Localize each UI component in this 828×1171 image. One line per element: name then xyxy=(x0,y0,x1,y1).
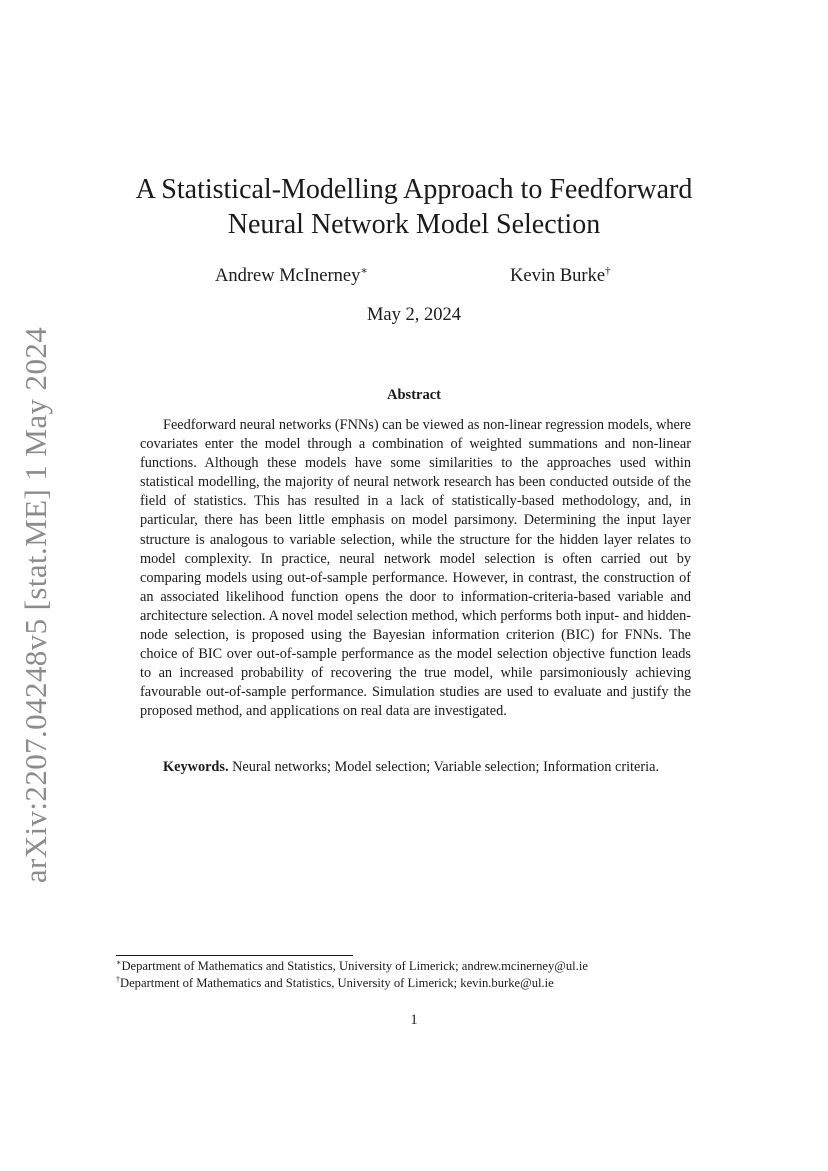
footnote-2-mark: † xyxy=(116,975,120,984)
footnote-2 xyxy=(116,975,736,992)
author-1 xyxy=(215,266,368,287)
title-line-2: Neural Network Model Selection xyxy=(227,209,601,240)
footnote-2-text: Department of Mathematics and Statistics, University of Limerick; kevin.burke@ul.ie xyxy=(120,976,554,990)
arxiv-identifier-text: arXiv:2207.04248v5 [stat.ME] 1 May 2024 xyxy=(18,326,53,884)
page-number: 1 xyxy=(410,1012,418,1028)
author-2-name: Kevin Burke xyxy=(510,266,606,286)
title-line-1: A Statistical-Modelling Approach to Feedforward xyxy=(135,174,693,205)
footnote-1-text: Department of Mathematics and Statistics, University of Limerick; andrew.mcinerney@ul.ie xyxy=(121,959,588,973)
keywords-paragraph xyxy=(140,758,691,777)
footnote-1-mark: ∗ xyxy=(116,958,122,967)
publication-date: May 2, 2024 xyxy=(366,305,462,325)
keywords-text: Neural networks; Model selection; Variable selection; Information criteria. xyxy=(232,759,660,775)
author-2 xyxy=(510,266,611,287)
abstract-body: Feedforward neural networks (FNNs) can be viewed as non-linear regression models, where covariates enter the model through a combination of weighted summations and non-linear functions. Although these models have some similarities to the approaches used within statistical modelling, the majority of neural network research has been conducted outside of the field of statistics. This has resulted in a lack of statistically-based methodology, and, in particular, there has been little emphasis on model parsimony. Determining the input layer structure is analogous to variable selection, while the structure for the hidden layer relates to model complexity. In practice, neural network model selection is often carried out by comparing models using out-of-sample performance. However, in contrast, the construction of an associated likelihood function opens the door to information-criteria-based variable and architecture selection. A novel model selection method, which performs both input- and hidden-node selection, is proposed using the Bayesian information criterion (BIC) for FNNs. The choice of BIC over out-of-sample performance as the model selection objective function leads to an increased probability of recovering the true model, while parsimoniously achieving favourable out-of-sample performance. Simulation studies are used to evaluate and justify the proposed method, and applications on real data are investigated. xyxy=(140,417,692,720)
keywords-label: Keywords. xyxy=(163,759,229,775)
footnote-divider xyxy=(116,955,353,956)
author-2-mark: † xyxy=(605,265,611,277)
author-1-name: Andrew McInerney xyxy=(215,266,361,286)
paper-title xyxy=(0,172,828,242)
footnote-1 xyxy=(116,958,736,975)
author-1-mark: ∗ xyxy=(360,265,368,277)
abstract-heading: Abstract xyxy=(387,387,441,403)
